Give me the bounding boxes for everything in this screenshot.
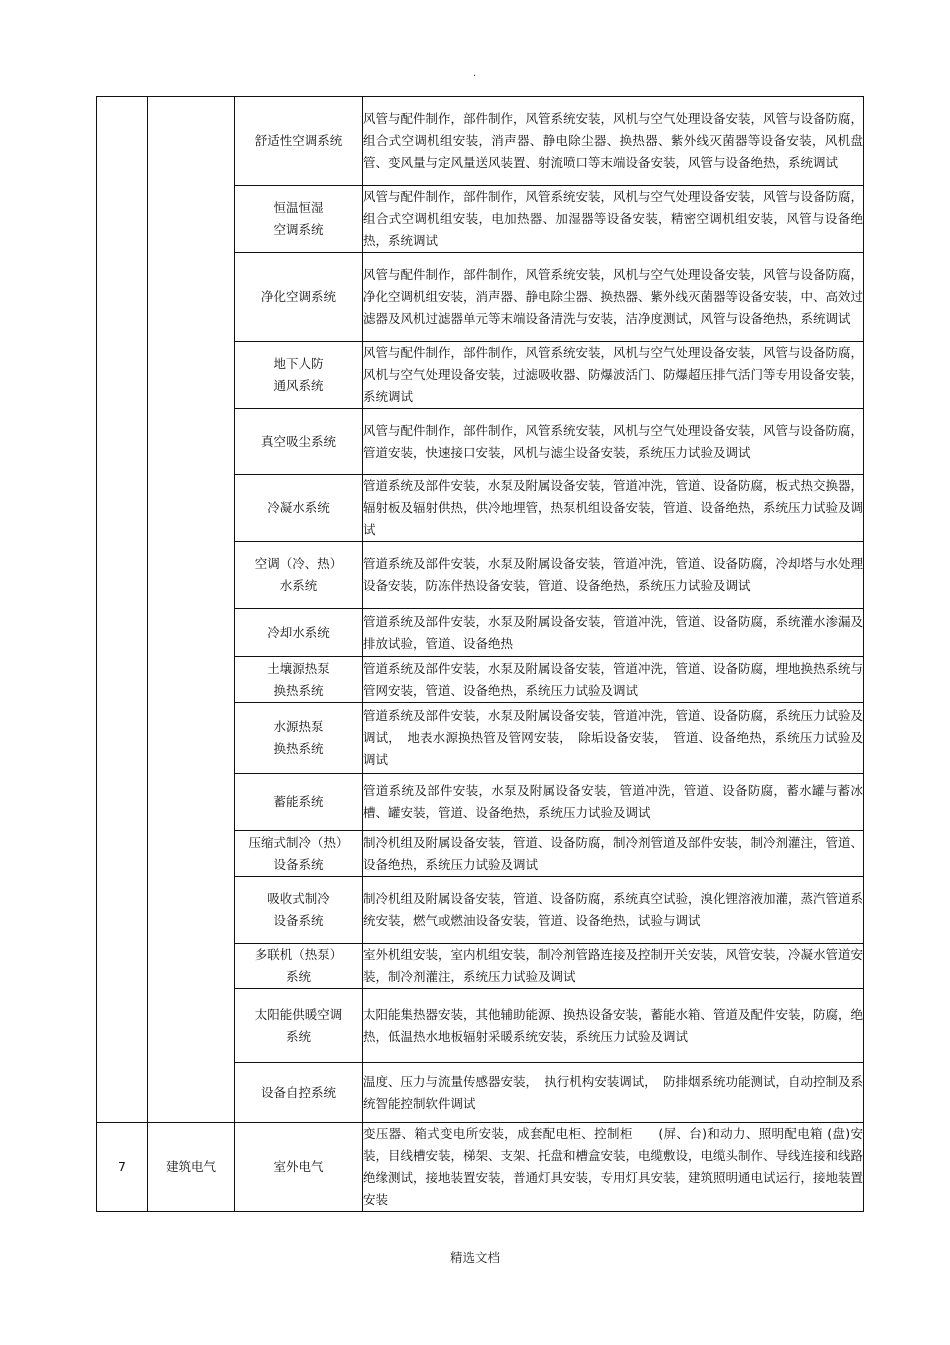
subsystem-cell: 恒温恒湿 空调系统 xyxy=(235,186,363,253)
content-cell: 风管与配件制作，部件制作，风管系统安装，风机与空气处理设备安装，风管与设备防腐，净化空调机组安装，消声器、静电除尘器、换热器、紫外线灭菌器等设备安装，中、高效过滤器及风机过滤器单元等末端设备清洗与安装，洁净度测试，风管与设备绝热，系统调试 xyxy=(363,253,864,342)
section-number: 7 xyxy=(97,1123,148,1212)
division-cell xyxy=(148,97,235,1123)
subsystem-cell: 地下人防 通风系统 xyxy=(235,342,363,409)
content-cell: 太阳能集热器安装，其他辅助能源、换热设备安装，蓄能水箱、管道及配件安装，防腐，绝热，低温热水地板辐射采暖系统安装，系统压力试验及调试 xyxy=(363,989,864,1063)
content-cell: 制冷机组及附属设备安装，管道、设备防腐，制冷剂管道及部件安装，制冷剂灌注，管道、设备绝热，系统压力试验及调试 xyxy=(363,831,864,877)
content-cell: 管道系统及部件安装，水泵及附属设备安装，管道冲洗，管道、设备防腐，冷却塔与水处理设备安装，防冻伴热设备安装，管道、设备绝热，系统压力试验及调试 xyxy=(363,542,864,609)
section-division: 建筑电气 xyxy=(148,1123,235,1212)
subsystem-cell: 水源热泵 换热系统 xyxy=(235,703,363,774)
subsystem-cell: 空调（冷、热） 水系统 xyxy=(235,542,363,609)
subsystem-cell: 冷却水系统 xyxy=(235,609,363,657)
content-cell: 风管与配件制作，部件制作，风管系统安装，风机与空气处理设备安装，风管与设备防腐，风机与空气处理设备安装，过滤吸收器、防爆波活门、防爆超压排气活门等专用设备安装，系统调试 xyxy=(363,342,864,409)
number-cell xyxy=(97,97,148,1123)
content-cell: 管道系统及部件安装，水泵及附属设备安装，管道冲洗，管道、设备防腐，系统压力试验及调试， 地表水源换热管及管网安装， 除垢设备安装， 管道、设备绝热，系统压力试验及调试 xyxy=(363,703,864,774)
footer-text: 精选文档 xyxy=(449,1250,500,1265)
content-cell: 变压器、箱式变电所安装，成套配电柜、控制柜 (屏、台)和动力、照明配电箱 (盘)安装，目线槽安装，梯架、支架、托盘和槽盒安装，电缆敷设，电缆头制作、导线连接和线路绝缘测试，接地装置安装，普通灯具安装，专用灯具安装，建筑照明通电试运行，接地装置安装 xyxy=(363,1123,864,1212)
subsystem-cell: 冷凝水系统 xyxy=(235,475,363,542)
content-cell: 管道系统及部件安装，水泵及附属设备安装，管道冲洗，管道、设备防腐，板式热交换器，辐射板及辐射供热，供冷地埋管，热泵机组设备安装，管道、设备绝热，系统压力试验及调试 xyxy=(363,475,864,542)
content-cell: 管道系统及部件安装，水泵及附属设备安装，管道冲洗，管道、设备防腐，埋地换热系统与管网安装，管道、设备绝热，系统压力试验及调试 xyxy=(363,657,864,703)
subsystem-cell: 太阳能供暖空调 系统 xyxy=(235,989,363,1063)
content-cell: 室外机组安装，室内机组安装，制冷剂管路连接及控制开关安装，风管安装，冷凝水管道安装，制冷剂灌注，系统压力试验及调试 xyxy=(363,944,864,989)
table-row-section-7 xyxy=(97,1123,864,1212)
table-row xyxy=(97,97,864,186)
subsystem-cell: 净化空调系统 xyxy=(235,253,363,342)
content-cell: 制冷机组及附属设备安装，管道、设备防腐，系统真空试验，溴化锂溶液加灌，蒸汽管道系统安装，燃气或燃油设备安装，管道、设备绝热，试验与调试 xyxy=(363,877,864,944)
content-cell: 风管与配件制作，部件制作，风管系统安装，风机与空气处理设备安装，风管与设备防腐，组合式空调机组安装，电加热器、加湿器等设备安装，精密空调机组安装，风管与设备绝热，系统调试 xyxy=(363,186,864,253)
subsystem-cell: 土壤源热泵 换热系统 xyxy=(235,657,363,703)
subsystem-cell: 多联机（热泵） 系统 xyxy=(235,944,363,989)
header-mark: . xyxy=(473,68,477,79)
subsystem-cell: 压缩式制冷（热） 设备系统 xyxy=(235,831,363,877)
content-cell: 管道系统及部件安装，水泵及附属设备安装，管道冲洗，管道、设备防腐，蓄水罐与蓄冰槽、罐安装，管道、设备绝热，系统压力试验及调试 xyxy=(363,774,864,831)
subsystem-cell: 舒适性空调系统 xyxy=(235,97,363,186)
subsystem-cell: 真空吸尘系统 xyxy=(235,409,363,475)
content-cell: 风管与配件制作，部件制作，风管系统安装，风机与空气处理设备安装，风管与设备防腐，管道安装，快速接口安装，风机与滤尘设备安装，系统压力试验及调试 xyxy=(363,409,864,475)
construction-division-table xyxy=(96,96,864,1212)
content-cell: 风管与配件制作，部件制作，风管系统安装，风机与空气处理设备安装，风管与设备防腐，组合式空调机组安装，消声器、静电除尘器、换热器、紫外线灭菌器等设备安装，风机盘管、变风量与定风量送风装置、射流喷口等末端设备安装，风管与设备绝热，系统调试 xyxy=(363,97,864,186)
subsystem-cell: 蓄能系统 xyxy=(235,774,363,831)
subsystem-cell: 室外电气 xyxy=(235,1123,363,1212)
subsystem-cell: 设备自控系统 xyxy=(235,1063,363,1123)
content-cell: 温度、压力与流量传感器安装， 执行机构安装调试， 防排烟系统功能测试，自动控制及系统智能控制软件调试 xyxy=(363,1063,864,1123)
content-cell: 管道系统及部件安装，水泵及附属设备安装，管道冲洗，管道、设备防腐，系统灌水渗漏及排放试验，管道、设备绝热 xyxy=(363,609,864,657)
subsystem-cell: 吸收式制冷 设备系统 xyxy=(235,877,363,944)
